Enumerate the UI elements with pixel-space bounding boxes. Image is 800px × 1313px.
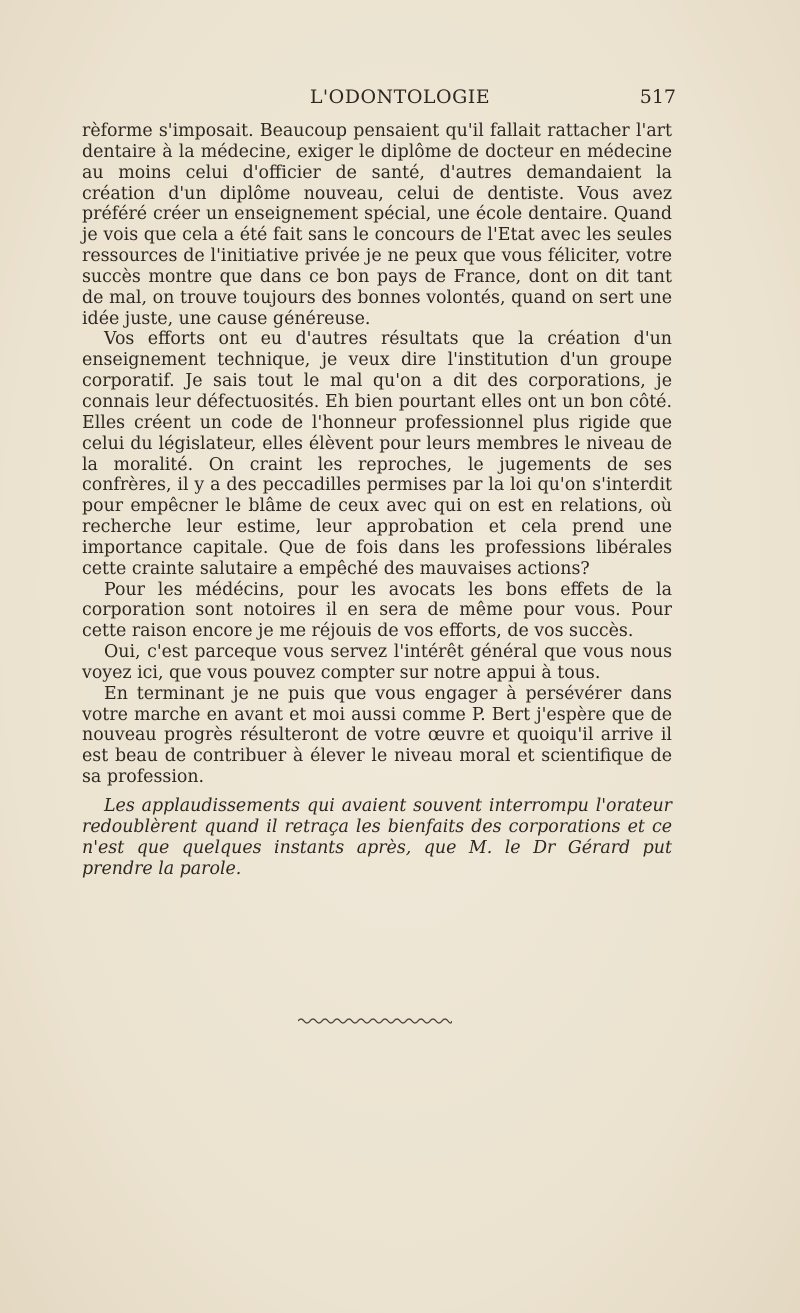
page-number: 517 xyxy=(639,86,676,108)
closing-note: Les applaudissements qui avaient souvent interrompu l'orateur redoublèrent quand il retraça les bienfaits des corporations et ce n'est que quelques instants après, que M. le Dr Gérard put prendre la parole. xyxy=(82,796,672,879)
running-title: L'ODONTOLOGIE xyxy=(309,86,491,108)
paragraph-2: Vos efforts ont eu d'autres résultats que la création d'un enseignement technique, je veux dire l'institution d'un groupe corporatif. Je sais tout le mal qu'on a dit des corporations, je connais leur défectuosités. Eh bien pourtant elles ont un bon côté. Elles créent un code de l'honneur professionnel plus rigide que celui du législateur, elles élèvent pour leurs membres le niveau de la moralité. On craint les reproches, le jugements de ses confrères, il y a des peccadilles permises par la loi qu'on s'interdit pour empêcner le blâme de ceux avec qui on est en relations, où recherche leur estime, leur approbation et cela prend une importance capitale. Que de fois dans les professions libérales cette crainte salutaire a empêché des mauvaises actions? xyxy=(82,329,672,579)
wavy-ornament-icon xyxy=(298,1016,452,1026)
paragraph-3: Pour les médécins, pour les avocats les bons effets de la corporation sont notoires il en sera de même pour vous. Pour cette raison encore je me réjouis de vos efforts, de vos succès. xyxy=(82,579,672,642)
paragraph-4: Oui, c'est parceque vous servez l'intérêt général que vous nous voyez ici, que vous pouvez compter sur notre appui à tous. xyxy=(82,642,672,683)
paragraph-1: rèforme s'imposait. Beaucoup pensaient qu'il fallait rattacher l'art dentaire à la médecine, exiger le diplôme de docteur en médecine au moins celui d'officier de santé, d'autres demandaient la création d'un diplôme nouveau, celui de dentiste. Vous avez préféré créer un enseignement spécial, une école dentaire. Quand je vois que cela a été fait sans le concours de l'Etat avec les seules ressources de l'initiative privée je ne peux que vous féliciter, votre succès montre que dans ce bon pays de France, dont on dit tant de mal, on trouve toujours des bonnes volontés, quand on sert une idée juste, une cause généreuse. xyxy=(82,121,672,329)
running-head xyxy=(0,86,800,116)
body-text xyxy=(82,121,672,879)
paragraph-5: En terminant je ne puis que vous engager à persévérer dans votre marche en avant et moi aussi comme P. Bert j'espère que de nouveau progrès résulteront de votre œuvre et quoiqu'il arrive il est beau de contribuer à élever le niveau moral et scientifique de sa profession. xyxy=(82,683,672,788)
